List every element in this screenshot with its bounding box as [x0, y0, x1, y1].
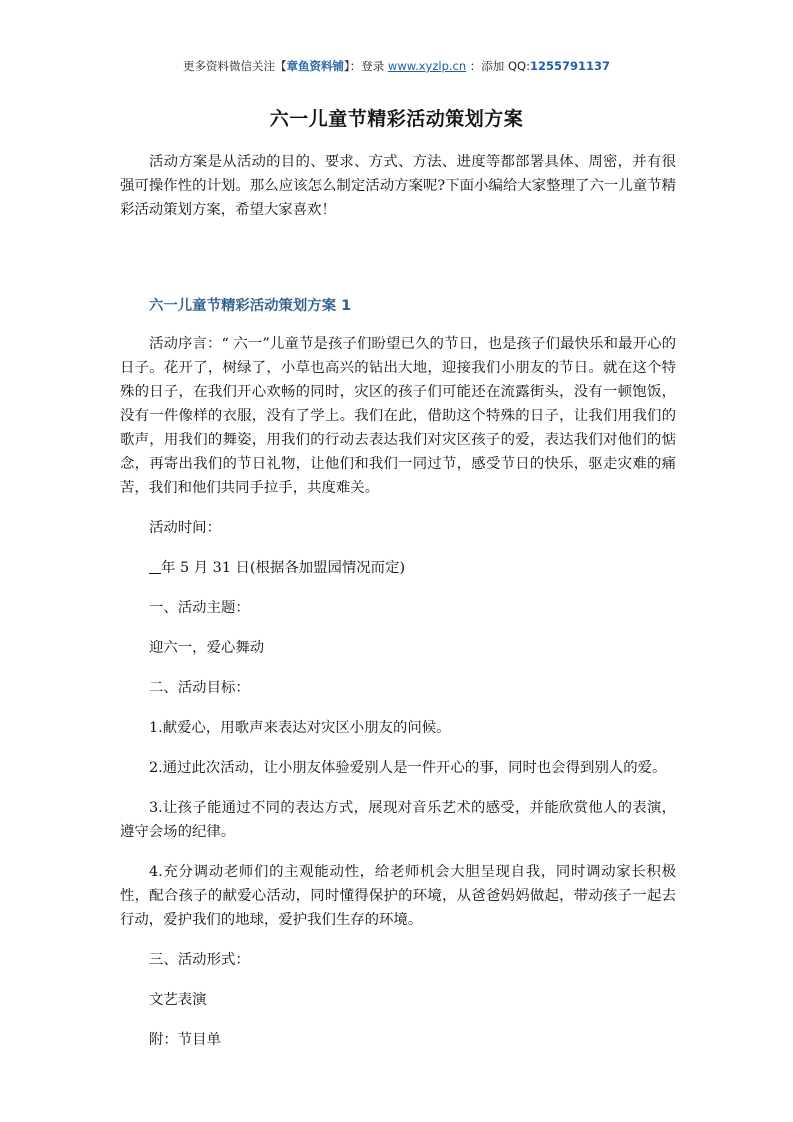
section-heading: 六一儿童节精彩活动策划方案 1: [149, 298, 352, 314]
theme-text: 迎六一，爱心舞动: [149, 640, 265, 656]
preface-paragraph: 活动序言：“ 六一”儿童节是孩子们盼望已久的节日，也是孩子们最快乐和最开心的日子。花开了，树绿了，小草也高兴的钻出大地，迎接我们小朋友的节日。就在这个特殊的日子，在我们开心欢畅的同时，灾区的孩子们可能还在流露街头，没有一顿饱饭，没有一件像样的衣服，没有了学上。我们在此，借助这个特殊的日子，让我们用我们的歌声，用我们的舞姿，用我们的行动去表达我们对灾区孩子的爱，表达我们对他们的惦念，再寄出我们的节日礼物，让他们和我们一同过节，感受节日的快乐，驱走灾难的痛苦，我们和他们共同手拉手，共度难关。: [120, 336, 676, 496]
goals-label: 二、活动目标：: [149, 680, 250, 696]
goal-item-3: 3.让孩子能通过不同的表达方式，展现对音乐艺术的感受，并能欣赏他人的表演，遵守会场的纪律。: [120, 800, 676, 840]
date-line: [120, 556, 676, 580]
header-prefix: 更多资料微信关注【: [183, 59, 287, 73]
document-body: [120, 150, 676, 1068]
header-website-link[interactable]: www.xyzlp.cn: [387, 59, 467, 73]
date-text: 年 5 月 31 日(根据各加盟园情况而定): [161, 560, 406, 576]
theme-label: 一、活动主题：: [149, 600, 250, 616]
form-label: 三、活动形式：: [149, 952, 250, 968]
intro-paragraph: 活动方案是从活动的目的、要求、方式、方法、进度等都部署具体、周密，并有很强可操作性的计划。那么应该怎么制定活动方案呢?下面小编给大家整理了六一儿童节精彩活动策划方案，希望大家喜欢！: [120, 154, 676, 218]
date-blank-underline: [149, 559, 161, 574]
header-suffix: ：添加 QQ:: [466, 59, 530, 73]
goal-item-2: 2.通过此次活动，让小朋友体验爱别人是一件开心的事，同时也会得到别人的爱。: [149, 760, 667, 776]
document-title: 六一儿童节精彩活动策划方案: [269, 108, 524, 130]
goal-item-1: 1.献爱心，用歌声来表达对灾区小朋友的问候。: [149, 720, 451, 736]
header-brand: 章鱼资料铺: [286, 59, 345, 73]
goal-item-4: 4.充分调动老师们的主观能动性，给老师机会大胆呈现自我，同时调动家长积极性，配合孩子的献爱心活动，同时懂得保护的环境，从爸爸妈妈做起，带动孩子一起去行动，爱护我们的地球，爱护我们生存的环境。: [120, 864, 676, 928]
time-label: 活动时间：: [149, 520, 221, 536]
header-mid: 】：登录: [344, 59, 388, 73]
header-qq-number: 1255791137: [529, 59, 610, 73]
appendix-text: 附：节目单: [149, 1032, 221, 1048]
promo-header: [0, 58, 793, 74]
form-text: 文艺表演: [149, 992, 207, 1008]
